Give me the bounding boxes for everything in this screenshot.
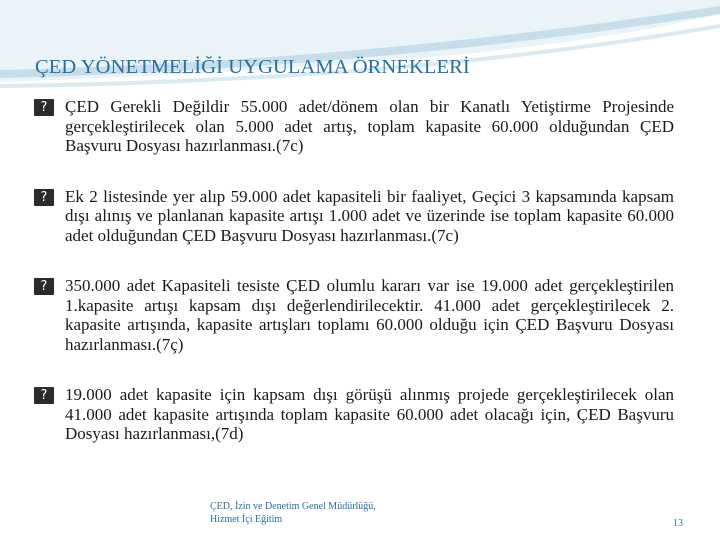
bullet-marker-icon: ? xyxy=(34,387,54,404)
bullet-list xyxy=(34,97,674,475)
bullet-text: 19.000 adet kapasite için kapsam dışı görüşü alınmış projede gerçekleştirilecek olan 41.000 adet kapasite artışında toplam kapasite 60.000 adet olacağı için, ÇED Başvuru Dosyası hazırlanması,(7d) xyxy=(65,385,674,443)
bullet-marker-icon: ? xyxy=(34,189,54,206)
footer-subtitle: Hizmet İçi Eğitim xyxy=(210,514,283,525)
bullet-text: 350.000 adet Kapasiteli tesiste ÇED olumlu kararı var ise 19.000 adet gerçekleştirilen 1.kapasite artışı kapsam dışı değerlendirilecektir. 41.000 adet gerçekleştirilecek 2. kapasite artışında, kapasite artışları toplamı 60.000 olduğu için ÇED Başvuru Dosyası hazırlanması.(7ç) xyxy=(65,276,674,354)
footer xyxy=(210,500,376,526)
list-item xyxy=(34,187,674,246)
list-item xyxy=(34,276,674,354)
footer-organization: ÇED, İzin ve Denetim Genel Müdürlüğü, xyxy=(210,501,376,512)
header-swoosh-decoration xyxy=(0,0,720,110)
list-item xyxy=(34,385,674,444)
bullet-text: Ek 2 listesinde yer alıp 59.000 adet kapasiteli bir faaliyet, Geçici 3 kapsamında kapsam dışı alınış ve planlanan kapasite artışı 1.000 adet ve üzerinde ise toplam kapasite 60.000 adet olduğundan ÇED Başvuru Dosyası hazırlanması.(7c) xyxy=(65,186,674,245)
bullet-text: ÇED Gerekli Değildir 55.000 adet/dönem olan bir Kanatlı Yetiştirme Projesinde gerçekleştirilecek olan 5.000 adet artış, toplam kapasite 60.000 olduğundan ÇED Başvuru Dosyası hazırlanması.(7c) xyxy=(65,97,674,155)
bullet-marker-icon: ? xyxy=(34,278,54,295)
page-number: 13 xyxy=(673,518,683,529)
list-item xyxy=(34,97,674,156)
slide-title: ÇED YÖNETMELİĞİ UYGULAMA ÖRNEKLERİ xyxy=(35,56,470,78)
bullet-marker-icon: ? xyxy=(34,99,54,116)
